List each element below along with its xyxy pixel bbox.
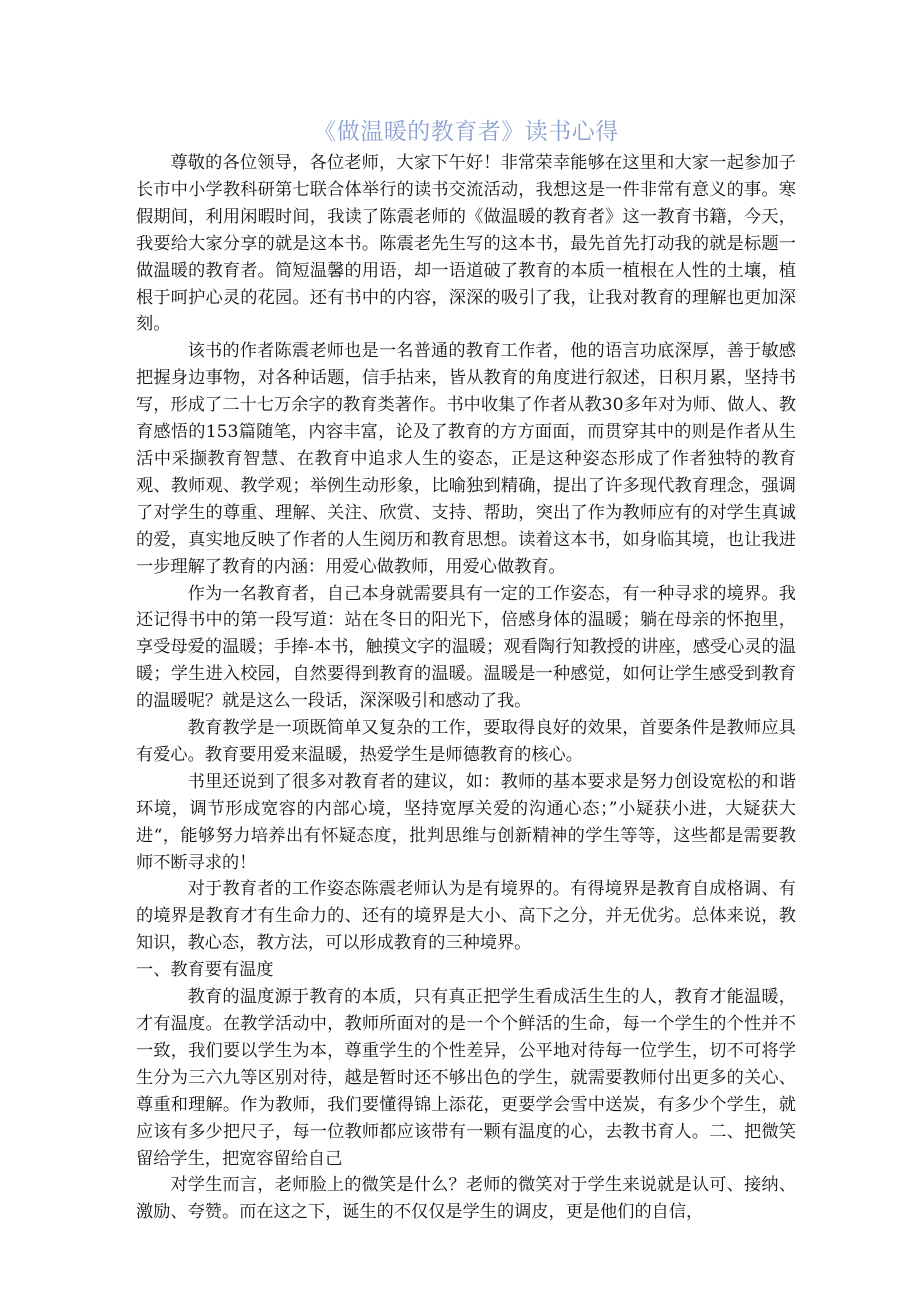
paragraph-love: 教育教学是一项既简单又复杂的工作，要取得良好的效果，首要条件是教师应具有爱心。教育要用爱来温暖，热爱学生是师德教育的核心。 (136, 718, 796, 765)
paragraph-temperature: 教育的温度源于教育的本质，只有真正把学生看成活生生的人，教育才能温暖，才有温度。在教学活动中，教师所面对的是一个个鲜活的生命，每一个学生的个性并不一致，我们要以学生为本，尊重学生的个性差异，公平地对待每一位学生，切不可将学生分为三六九等区别对待，越是暂时还不够出色的学生，就需要教师付出更多的关心、尊重和理解。作为教师，我们要懂得锦上添花，更要学会雪中送炭，有多少个学生，就应该有多少把尺子，每一位教师都应该带有一颗有温度的心，去教书育人。二、把微笑留给学生，把宽容留给自己 (136, 987, 796, 1169)
document-body (136, 150, 796, 1226)
paragraph-smile: 对学生而言，老师脸上的微笑是什么？老师的微笑对于学生来说就是认可、接纳、激励、夸赞。而在这之下，诞生的不仅仅是学生的调皮，更是他们的自信， (136, 1175, 796, 1223)
paragraph-advice: 书里还说到了很多对教育者的建议，如：教师的基本要求是努力创设宽松的和谐环境，调节形成宽容的内部心境，坚持宽厚关爱的沟通心态；”小疑获小进，大疑获大进“，能够努力培养出有怀疑态度，批判思维与创新精神的学生等等，这些都是需要教师不断寻求的！ (136, 771, 796, 873)
document-title: 《做温暖的教育者》读书心得 (313, 119, 619, 145)
section-heading-1: 一、教育要有温度 (136, 960, 274, 981)
paragraph-realm: 对于教育者的工作姿态陈震老师认为是有境界的。有得境界是教育自成格调、有的境界是教育才有生命力的、还有的境界是大小、高下之分，并无优劣。总体来说，教知识，教心态，教方法，可以形成教育的三种境界。 (136, 879, 796, 954)
paragraph-author: 该书的作者陈震老师也是一名普通的教育工作者，他的语言功底深厚，善于敏感把握身边事物，对各种话题，信手拈来，皆从教育的角度进行叙述，日积月累，坚持书写，形成了二十七万余字的教育类著作。书中收集了作者从教30多年对为师、做人、教育感悟的153篇随笔，内容丰富，论及了教育的方方面面，而贯穿其中的则是作者从生活中采撷教育智慧、在教育中追求人生的姿态，正是这种姿态形成了作者独特的教育观、教师观、教学观；举例生动形象，比喻独到精确，提出了许多现代教育理念，强调了对学生的尊重、理解、关注、欣赏、支持、帮助，突出了作为教师应有的对学生真诚的爱，真实地反映了作者的人生阅历和教育思想。读着这本书，如身临其境，也让我进一步理解了教育的内涵：用爱心做教师，用爱心做教育。 (136, 341, 796, 577)
paragraph-attitude: 作为一名教育者，自己本身就需要具有一定的工作姿态，有一种寻求的境界。我还记得书中的第一段写道：站在冬日的阳光下，倍感身体的温暖；躺在母亲的怀抱里，享受母爱的温暖；手捧-本书，触摸文字的温暖；观看陶行知教授的讲座，感受心灵的温暖；学生进入校园，自然要得到教育的温暖。温暖是一种感觉，如何让学生感受到教育的温暖呢？就是这么一段话，深深吸引和感动了我。 (136, 583, 796, 712)
paragraph-opening: 尊敬的各位领导，各位老师，大家下午好！非常荣幸能够在这里和大家一起参加子长市中小学教科研第七联合体举行的读书交流活动，我想这是一件非常有意义的事。寒假期间，利用闲暇时间，我读了陈震老师的《做温暖的教育者》这一教育书籍，今天，我要给大家分享的就是这本书。陈震老先生写的这本书，最先首先打动我的就是标题一做温暖的教育者。简短温馨的用语，却一语道破了教育的本质一植根在人性的土壤，植根于呵护心灵的花园。还有书中的内容，深深的吸引了我，让我对教育的理解也更加深刻。 (136, 153, 796, 335)
